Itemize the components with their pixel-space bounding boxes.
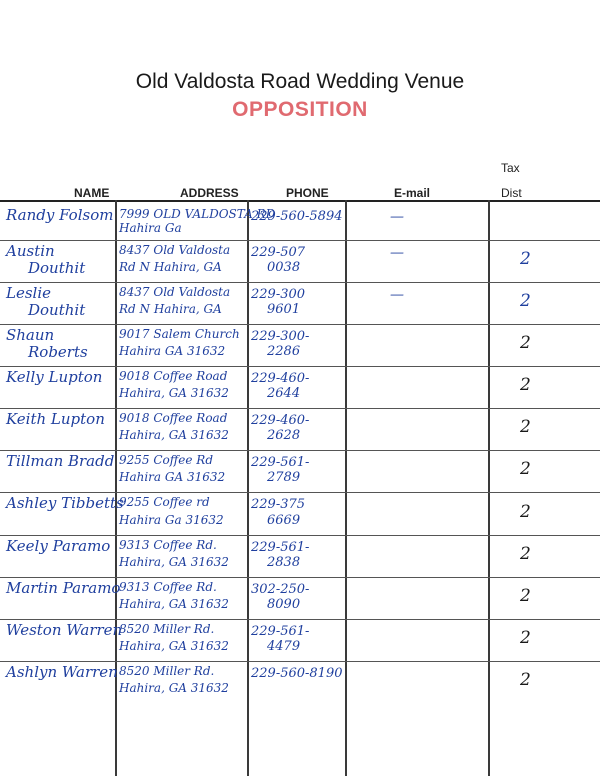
tax-district: 2 [520,459,531,479]
signer-phone-line1: 229-300- [251,329,310,344]
signer-phone-line2: 9601 [267,302,301,317]
signer-address-line2: Rd N Hahira, GA [119,302,222,316]
signer-phone-line2: 2789 [267,470,301,485]
signer-phone-line1: 229-560-8190 [251,666,343,681]
signer-phone-line2: 2838 [267,555,301,570]
column-divider [247,200,249,776]
signer-phone-line2: 2628 [267,428,301,443]
signer-address-line1: 7999 OLD VALDOSTA RD [119,207,276,221]
signer-phone-line2: 4479 [267,639,301,654]
column-divider [488,200,490,776]
tax-district: 2 [520,670,531,690]
row-divider [0,661,600,662]
tax-district: 2 [520,249,531,269]
signer-email: — [390,287,404,303]
signer-address-line1: 9313 Coffee Rd. [119,580,217,594]
col-header-dist: Dist [501,186,522,200]
row-divider [0,450,600,451]
row-divider [0,240,600,241]
signer-phone-line1: 229-300 [251,287,306,302]
signer-name: Ashley Tibbetts [6,494,124,512]
row-divider [0,366,600,367]
signer-phone-line1: 229-561- [251,455,310,470]
tax-district: 2 [520,628,531,648]
signer-address-line2: Hahira, GA 31632 [119,597,229,611]
signer-address-line1: 8437 Old Valdosta [119,285,231,299]
signer-phone-line1: 229-561- [251,624,310,639]
signer-address-line2: Hahira, GA 31632 [119,386,229,400]
row-divider [0,492,600,493]
col-header-name: NAME [74,186,110,200]
signer-name: Austin [6,242,55,260]
tax-district: 2 [520,333,531,353]
signer-address-line2: Hahira, GA 31632 [119,681,229,695]
signer-name: Shaun [6,326,55,344]
signer-address-line2: Hahira Ga [119,221,182,235]
column-divider [345,200,347,776]
signer-phone-line1: 229-507 [251,245,306,260]
signer-address-line2: Hahira, GA 31632 [119,428,229,442]
col-header-phone: PHONE [286,186,329,200]
signer-address-line2: Hahira GA 31632 [119,344,226,358]
signer-address-line2: Rd N Hahira, GA [119,260,222,274]
row-divider [0,282,600,283]
tax-district: 2 [520,586,531,606]
signer-phone-line1: 229-460- [251,413,310,428]
signer-name: Tillman Bradd [6,452,115,470]
col-header-tax: Tax [501,161,520,175]
page-title: Old Valdosta Road Wedding Venue [135,70,465,93]
signer-name-line2: Douthit [28,259,86,277]
signer-address-line2: Hahira Ga 31632 [119,513,224,527]
signer-name: Keely Paramo [6,537,111,555]
signer-phone-line1: 302-250- [251,582,310,597]
signer-phone-line2: 6669 [267,513,301,528]
signer-name: Leslie [6,284,52,302]
signer-address-line1: 9255 Coffee Rd [119,453,213,467]
page-subtitle: OPPOSITION [232,98,368,121]
row-divider [0,324,600,325]
signer-name: Kelly Lupton [6,368,103,386]
row-divider [0,535,600,536]
signer-phone-line1: 229-460- [251,371,310,386]
signer-phone-line2: 2286 [267,344,301,359]
signer-name: Weston Warren [6,621,123,639]
signer-address-line1: 8437 Old Valdosta [119,243,231,257]
signer-address-line1: 9018 Coffee Road [119,411,228,425]
signer-phone-line2: 0038 [267,260,301,275]
tax-district: 2 [520,291,531,311]
signer-address-line2: Hahira GA 31632 [119,470,226,484]
signer-name: Randy Folsom [6,206,114,224]
signer-address-line1: 9018 Coffee Road [119,369,228,383]
signer-address-line1: 9313 Coffee Rd. [119,538,217,552]
column-divider [115,200,117,776]
signer-address-line1: 8520 Miller Rd. [119,664,215,678]
row-divider [0,577,600,578]
signer-phone-line1: 229-375 [251,497,306,512]
signer-phone-line2: 2644 [267,386,301,401]
signature-table [0,200,600,776]
signer-phone-line1: 229-560-5894 [251,209,343,224]
signer-email: — [390,209,404,225]
signer-email: — [390,245,404,261]
col-header-address: ADDRESS [180,186,239,200]
tax-district: 2 [520,375,531,395]
row-divider [0,408,600,409]
signer-name: Keith Lupton [6,410,105,428]
signer-address-line2: Hahira, GA 31632 [119,639,229,653]
signer-name: Martin Paramo [6,579,121,597]
signer-name-line2: Douthit [28,301,86,319]
signer-address-line1: 9255 Coffee rd [119,495,210,509]
signer-address-line2: Hahira, GA 31632 [119,555,229,569]
tax-district: 2 [520,544,531,564]
signer-address-line1: 9017 Salem Church [119,327,240,341]
signer-name: Ashlyn Warren [6,663,118,681]
col-header-email: E-mail [394,186,431,200]
signer-phone-line2: 8090 [267,597,301,612]
tax-district: 2 [520,417,531,437]
signer-phone-line1: 229-561- [251,540,310,555]
tax-district: 2 [520,502,531,522]
row-divider [0,619,600,620]
header-rule [0,200,600,202]
signer-name-line2: Roberts [28,343,88,361]
signer-address-line1: 8520 Miller Rd. [119,622,215,636]
